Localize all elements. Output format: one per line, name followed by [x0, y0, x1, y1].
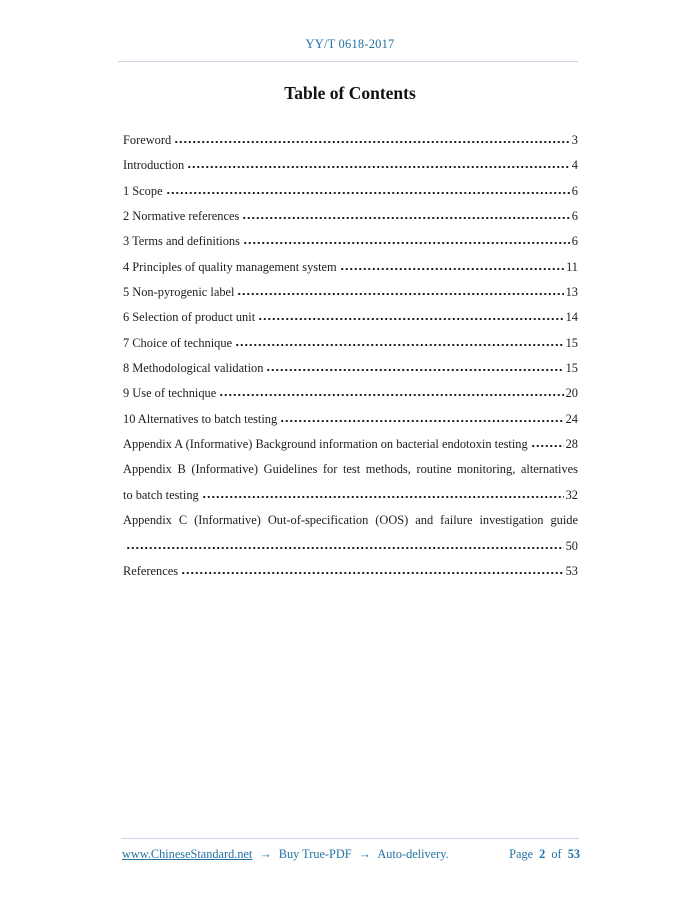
arrow-right-icon: →	[358, 847, 371, 861]
toc-page-number: 15	[565, 335, 578, 350]
toc-entry-label: Foreword	[123, 133, 172, 147]
toc-entry-label: 1 Scope	[123, 183, 163, 198]
dot-leader	[181, 571, 564, 575]
toc-entry-label: 9 Use of technique	[123, 386, 217, 401]
toc-entry-label: Appendix A (Informative) Background information on bacterial endotoxin testing	[123, 437, 528, 452]
toc-page-number: 50	[565, 538, 578, 553]
toc-entry	[123, 381, 578, 406]
footer-divider	[121, 838, 579, 839]
toc-entry	[123, 153, 578, 178]
toc-entry	[123, 280, 578, 305]
toc-entry	[123, 179, 578, 204]
dot-leader	[187, 165, 570, 169]
dot-leader	[243, 241, 570, 245]
toc-entry	[123, 534, 578, 559]
dot-leader	[219, 393, 563, 397]
toc-entry	[123, 432, 578, 457]
toc-entry-label: Appendix B (Informative) Guidelines for test methods, routine monitoring, alternatives	[123, 462, 578, 477]
toc-page-number: 20	[565, 386, 578, 401]
toc-entry	[123, 204, 578, 229]
toc-entry-label: 2 Normative references	[123, 209, 240, 224]
dot-leader	[531, 444, 564, 448]
toc-page-number: 6	[571, 183, 578, 198]
toc-page-number: 15	[565, 361, 578, 376]
footer-pagination	[506, 847, 580, 862]
dot-leader	[235, 343, 564, 347]
toc-entry	[123, 331, 578, 356]
dot-leader	[258, 317, 563, 321]
toc-page-number: 3	[571, 133, 578, 147]
toc-page-number: 32	[565, 487, 578, 502]
toc-page-number: 13	[565, 285, 578, 300]
footer-source-line	[122, 847, 453, 862]
of-label: of	[551, 847, 562, 861]
toc-page-number: 6	[571, 234, 578, 249]
current-page-number: 2	[539, 847, 546, 861]
dot-leader	[174, 140, 570, 144]
toc-entry-label: 6 Selection of product unit	[123, 310, 256, 325]
toc-entry	[123, 356, 578, 381]
toc-entry-label: 10 Alternatives to batch testing	[123, 411, 278, 426]
toc-page-number: 6	[571, 209, 578, 224]
toc-entry	[123, 128, 578, 153]
page-label: Page	[509, 847, 534, 861]
toc-page-number: 28	[565, 437, 578, 452]
toc-entry-wrapped-line	[123, 508, 578, 533]
header-divider	[118, 61, 578, 62]
toc-page-number: 4	[571, 158, 578, 173]
toc-entry-label: 7 Choice of technique	[123, 335, 233, 350]
toc-entry	[123, 559, 578, 584]
dot-leader	[340, 267, 564, 271]
toc-entry-label: 4 Principles of quality management system	[123, 259, 337, 274]
toc-page-number: 24	[565, 411, 578, 426]
table-of-contents	[123, 128, 578, 584]
document-number: YY/T 0618-2017	[305, 37, 395, 51]
toc-entry-label: 3 Terms and definitions	[123, 234, 240, 249]
dot-leader	[166, 191, 570, 195]
dot-leader	[242, 216, 570, 220]
toc-entry-wrapped-line	[123, 457, 578, 482]
footer-delivery-label: Auto-delivery.	[377, 847, 449, 861]
toc-entry	[123, 483, 578, 508]
toc-entry	[123, 305, 578, 330]
toc-entry-label: 8 Methodological validation	[123, 361, 264, 376]
dot-leader	[126, 546, 564, 550]
page-footer	[122, 847, 580, 862]
footer-buy-label: Buy True-PDF	[278, 847, 352, 861]
toc-entry	[123, 255, 578, 280]
toc-entry-label: References	[123, 563, 179, 578]
footer-website-link[interactable]: www.ChineseStandard.net	[122, 847, 253, 861]
toc-page-number: 14	[565, 310, 578, 325]
toc-entry-label: to batch testing	[123, 487, 199, 502]
dot-leader	[237, 292, 563, 296]
toc-entry	[123, 407, 578, 432]
arrow-right-icon: →	[259, 847, 272, 861]
toc-page-number: 11	[566, 259, 578, 274]
total-page-number: 53	[567, 847, 580, 861]
toc-page-number: 53	[565, 563, 578, 578]
dot-leader	[280, 419, 563, 423]
toc-entry	[123, 229, 578, 254]
toc-entry-label: 5 Non-pyrogenic label	[123, 285, 235, 300]
dot-leader	[202, 495, 564, 499]
dot-leader	[266, 368, 563, 372]
toc-entry-label: Appendix C (Informative) Out-of-specification (OOS) and failure investigation guide	[123, 513, 578, 528]
page-title: Table of Contents	[284, 83, 416, 103]
toc-entry-label: Introduction	[123, 158, 185, 173]
